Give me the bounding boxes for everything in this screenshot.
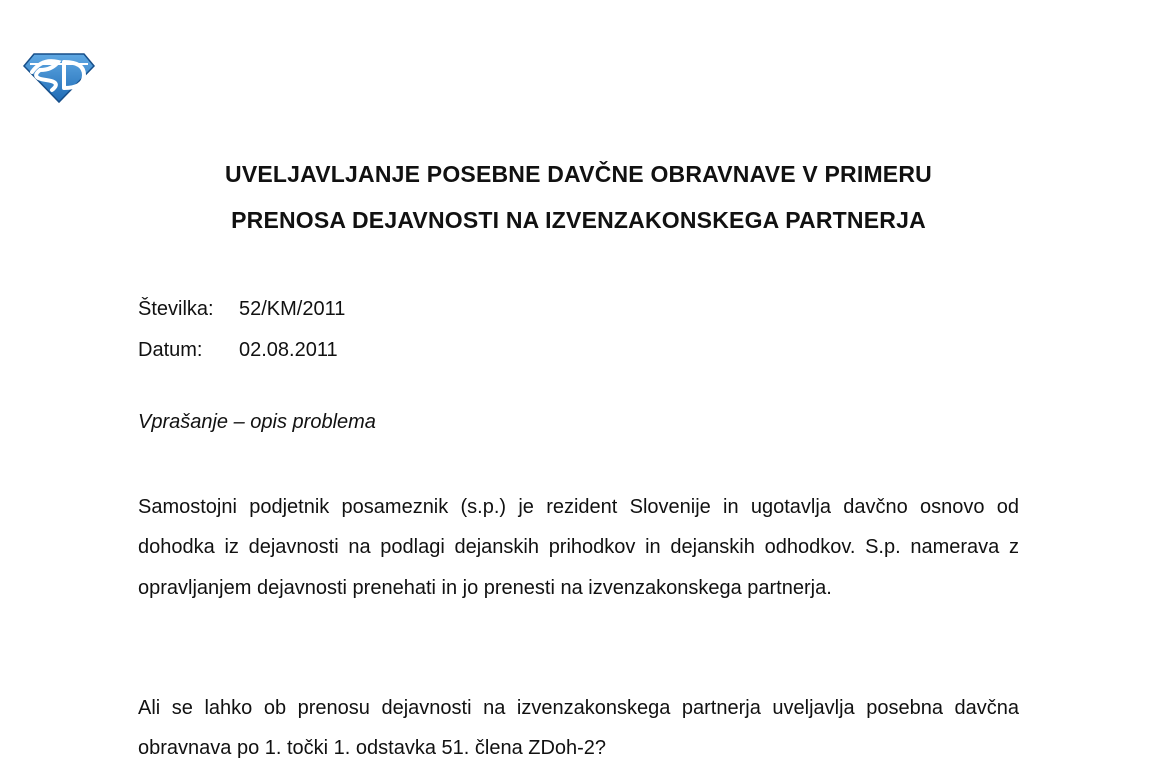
- number-label: Številka:: [138, 298, 214, 320]
- document-title: [0, 151, 1157, 243]
- paragraph-question: Ali se lahko ob prenosu dejavnosti na izvenzakonskega partnerja uveljavlja posebna davčna obravnava po 1. točki 1. odstavka 51. člena ZDoh-2?: [138, 697, 1019, 760]
- document-meta: [138, 289, 345, 371]
- date-label: Datum:: [138, 339, 203, 361]
- date-row: [138, 330, 345, 371]
- number-row: [138, 289, 345, 330]
- question-heading: Vprašanje – opis problema: [138, 411, 376, 433]
- sd-shield-logo: [22, 48, 96, 104]
- paragraph-problem-description: Samostojni podjetnik posameznik (s.p.) je rezident Slovenije in ugotavlja davčno osnovo od dohodka iz dejavnosti na podlagi dejanskih prihodkov in dejanskih odhodkov. S.p. namerava z opravljanjem dejavnosti prenehati in jo prenesti na izvenzakonskega partnerja.: [138, 496, 1019, 599]
- title-line-2: PRENOSA DEJAVNOSTI NA IZVENZAKONSKEGA PARTNERJA: [231, 207, 926, 233]
- title-line-1: UVELJAVLJANJE POSEBNE DAVČNE OBRAVNAVE V PRIMERU: [225, 161, 932, 187]
- number-value: 52/KM/2011: [239, 298, 346, 320]
- date-value: 02.08.2011: [239, 339, 338, 361]
